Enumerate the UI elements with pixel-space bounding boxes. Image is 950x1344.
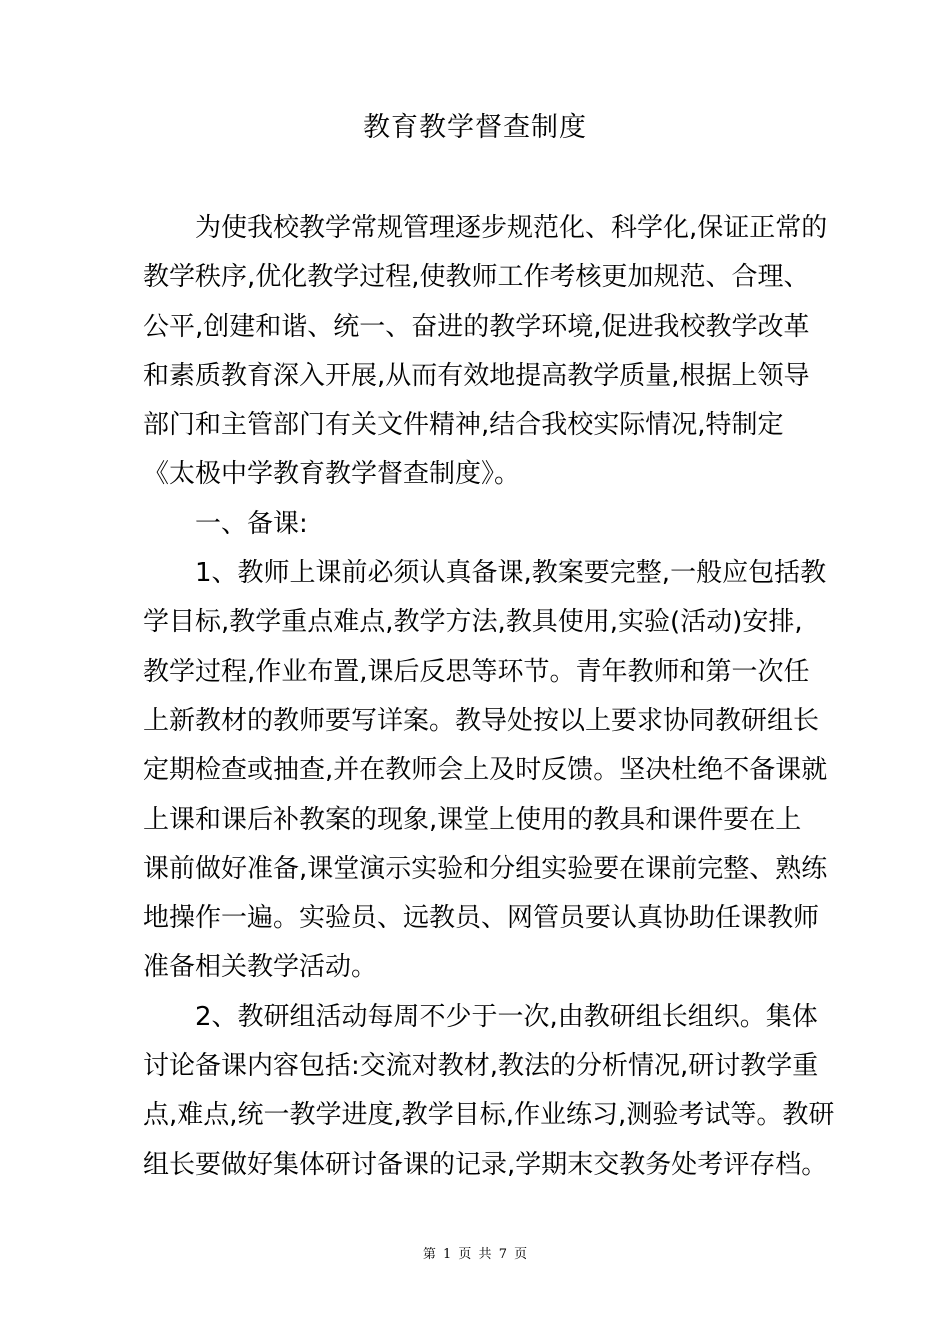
page-number-footer: 第 1 页 共 7 页: [422, 1247, 528, 1262]
paragraph-line: 上新教材的教师要写详案。教导处按以上要求协同教研组长: [143, 705, 820, 736]
paragraph-line: 教学秩序,优化教学过程,使教师工作考核更加规范、合理、: [143, 262, 810, 293]
paragraph-line: 教学过程,作业布置,课后反思等环节。青年教师和第一次任: [143, 656, 810, 687]
paragraph-line: 课前做好准备,课堂演示实验和分组实验要在课前完整、熟练: [143, 853, 828, 884]
paragraph-line: 组长要做好集体研讨备课的记录,学期末交教务处考评存档。: [143, 1149, 828, 1180]
paragraph-line: 和素质教育深入开展,从而有效地提高教学质量,根据上领导: [143, 360, 810, 391]
paragraph-line: 定期检查或抽查,并在教师会上及时反馈。坚决杜绝不备课就: [143, 755, 828, 786]
section-heading: 一、备课:: [195, 508, 308, 539]
paragraph-line: 部门和主管部门有关文件精神,结合我校实际情况,特制定: [143, 410, 784, 441]
paragraph-line: 上课和课后补教案的现象,课堂上使用的教具和课件要在上: [143, 804, 802, 835]
paragraph-line: 1、教师上课前必须认真备课,教案要完整,一般应包括教: [195, 558, 827, 589]
paragraph-line: 学目标,教学重点难点,教学方法,教具使用,实验(活动)安排,: [143, 607, 803, 638]
paragraph-line: 讨论备课内容包括:交流对教材,教法的分析情况,研讨教学重: [143, 1051, 819, 1082]
paragraph-line: 点,难点,统一教学进度,教学目标,作业练习,测验考试等。教研: [143, 1100, 835, 1131]
paragraph-line: 《太极中学教育教学督查制度》。: [143, 459, 521, 490]
document-title: 教育教学督查制度: [363, 112, 587, 143]
paragraph-line: 地操作一遍。实验员、远教员、网管员要认真协助任课教师: [143, 903, 820, 934]
paragraph-line: 公平,创建和谐、统一、奋进的教学环境,促进我校教学改革: [143, 311, 810, 342]
paragraph-line: 2、教研组活动每周不少于一次,由教研组长组织。集体: [195, 1001, 818, 1032]
paragraph-line: 准备相关教学活动。: [143, 952, 378, 983]
paragraph-line: 为使我校教学常规管理逐步规范化、科学化,保证正常的: [195, 213, 828, 243]
document-body: [143, 204, 835, 1190]
